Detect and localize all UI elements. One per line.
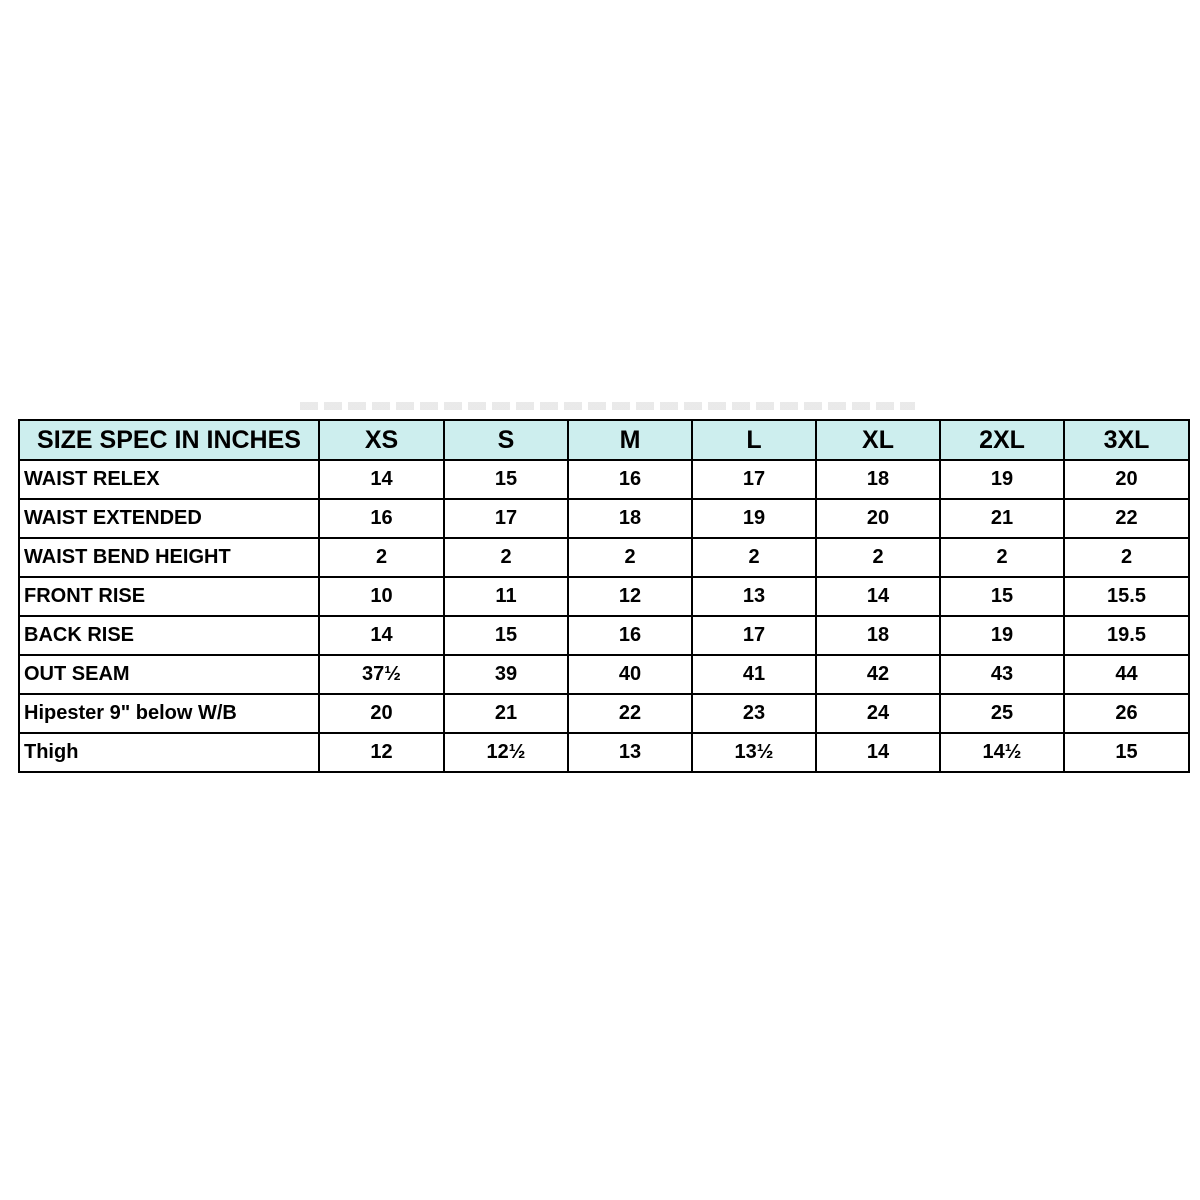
size-header: 2XL bbox=[940, 420, 1064, 460]
row-label: WAIST EXTENDED bbox=[19, 499, 319, 538]
measurement-cell: 16 bbox=[568, 616, 692, 655]
row-label: WAIST RELEX bbox=[19, 460, 319, 499]
measurement-cell: 12 bbox=[568, 577, 692, 616]
faded-caption-line bbox=[300, 402, 915, 410]
table-row bbox=[19, 616, 1189, 655]
measurement-cell: 11 bbox=[444, 577, 568, 616]
measurement-cell: 16 bbox=[568, 460, 692, 499]
measurement-cell: 2 bbox=[568, 538, 692, 577]
measurement-cell: 18 bbox=[816, 616, 940, 655]
measurement-cell: 17 bbox=[444, 499, 568, 538]
measurement-cell: 37½ bbox=[319, 655, 444, 694]
corner-header: SIZE SPEC IN INCHES bbox=[19, 420, 319, 460]
measurement-cell: 2 bbox=[319, 538, 444, 577]
measurement-cell: 16 bbox=[319, 499, 444, 538]
row-label: Hipester 9" below W/B bbox=[19, 694, 319, 733]
measurement-cell: 14 bbox=[319, 616, 444, 655]
measurement-cell: 12½ bbox=[444, 733, 568, 772]
measurement-cell: 41 bbox=[692, 655, 816, 694]
size-header: L bbox=[692, 420, 816, 460]
size-header: M bbox=[568, 420, 692, 460]
measurement-cell: 17 bbox=[692, 460, 816, 499]
row-label: Thigh bbox=[19, 733, 319, 772]
measurement-cell: 19 bbox=[940, 460, 1064, 499]
measurement-cell: 2 bbox=[816, 538, 940, 577]
measurement-cell: 21 bbox=[444, 694, 568, 733]
measurement-cell: 10 bbox=[319, 577, 444, 616]
measurement-cell: 13 bbox=[568, 733, 692, 772]
measurement-cell: 18 bbox=[816, 460, 940, 499]
row-label: FRONT RISE bbox=[19, 577, 319, 616]
table-row bbox=[19, 538, 1189, 577]
measurement-cell: 15 bbox=[1064, 733, 1189, 772]
size-header: XL bbox=[816, 420, 940, 460]
measurement-cell: 2 bbox=[444, 538, 568, 577]
measurement-cell: 14 bbox=[816, 733, 940, 772]
measurement-cell: 14 bbox=[816, 577, 940, 616]
measurement-cell: 14½ bbox=[940, 733, 1064, 772]
measurement-cell: 43 bbox=[940, 655, 1064, 694]
measurement-cell: 18 bbox=[568, 499, 692, 538]
measurement-cell: 15 bbox=[940, 577, 1064, 616]
size-header: XS bbox=[319, 420, 444, 460]
measurement-cell: 24 bbox=[816, 694, 940, 733]
table-row bbox=[19, 733, 1189, 772]
row-label: OUT SEAM bbox=[19, 655, 319, 694]
row-label: BACK RISE bbox=[19, 616, 319, 655]
measurement-cell: 19.5 bbox=[1064, 616, 1189, 655]
size-spec-table bbox=[18, 419, 1190, 773]
measurement-cell: 19 bbox=[692, 499, 816, 538]
measurement-cell: 22 bbox=[1064, 499, 1189, 538]
measurement-cell: 2 bbox=[1064, 538, 1189, 577]
measurement-cell: 15.5 bbox=[1064, 577, 1189, 616]
measurement-cell: 23 bbox=[692, 694, 816, 733]
measurement-cell: 21 bbox=[940, 499, 1064, 538]
table-row bbox=[19, 577, 1189, 616]
measurement-cell: 17 bbox=[692, 616, 816, 655]
measurement-cell: 15 bbox=[444, 616, 568, 655]
table-row bbox=[19, 460, 1189, 499]
measurement-cell: 19 bbox=[940, 616, 1064, 655]
measurement-cell: 13 bbox=[692, 577, 816, 616]
measurement-cell: 15 bbox=[444, 460, 568, 499]
size-header: S bbox=[444, 420, 568, 460]
measurement-cell: 42 bbox=[816, 655, 940, 694]
measurement-cell: 39 bbox=[444, 655, 568, 694]
measurement-cell: 22 bbox=[568, 694, 692, 733]
measurement-cell: 26 bbox=[1064, 694, 1189, 733]
measurement-cell: 20 bbox=[1064, 460, 1189, 499]
measurement-cell: 12 bbox=[319, 733, 444, 772]
measurement-cell: 13½ bbox=[692, 733, 816, 772]
header-row bbox=[19, 420, 1189, 460]
table-row bbox=[19, 694, 1189, 733]
table-row bbox=[19, 655, 1189, 694]
table-row bbox=[19, 499, 1189, 538]
table-body bbox=[19, 460, 1189, 772]
measurement-cell: 2 bbox=[692, 538, 816, 577]
measurement-cell: 40 bbox=[568, 655, 692, 694]
measurement-cell: 44 bbox=[1064, 655, 1189, 694]
measurement-cell: 20 bbox=[816, 499, 940, 538]
measurement-cell: 20 bbox=[319, 694, 444, 733]
size-header: 3XL bbox=[1064, 420, 1189, 460]
measurement-cell: 25 bbox=[940, 694, 1064, 733]
measurement-cell: 14 bbox=[319, 460, 444, 499]
row-label: WAIST BEND HEIGHT bbox=[19, 538, 319, 577]
measurement-cell: 2 bbox=[940, 538, 1064, 577]
